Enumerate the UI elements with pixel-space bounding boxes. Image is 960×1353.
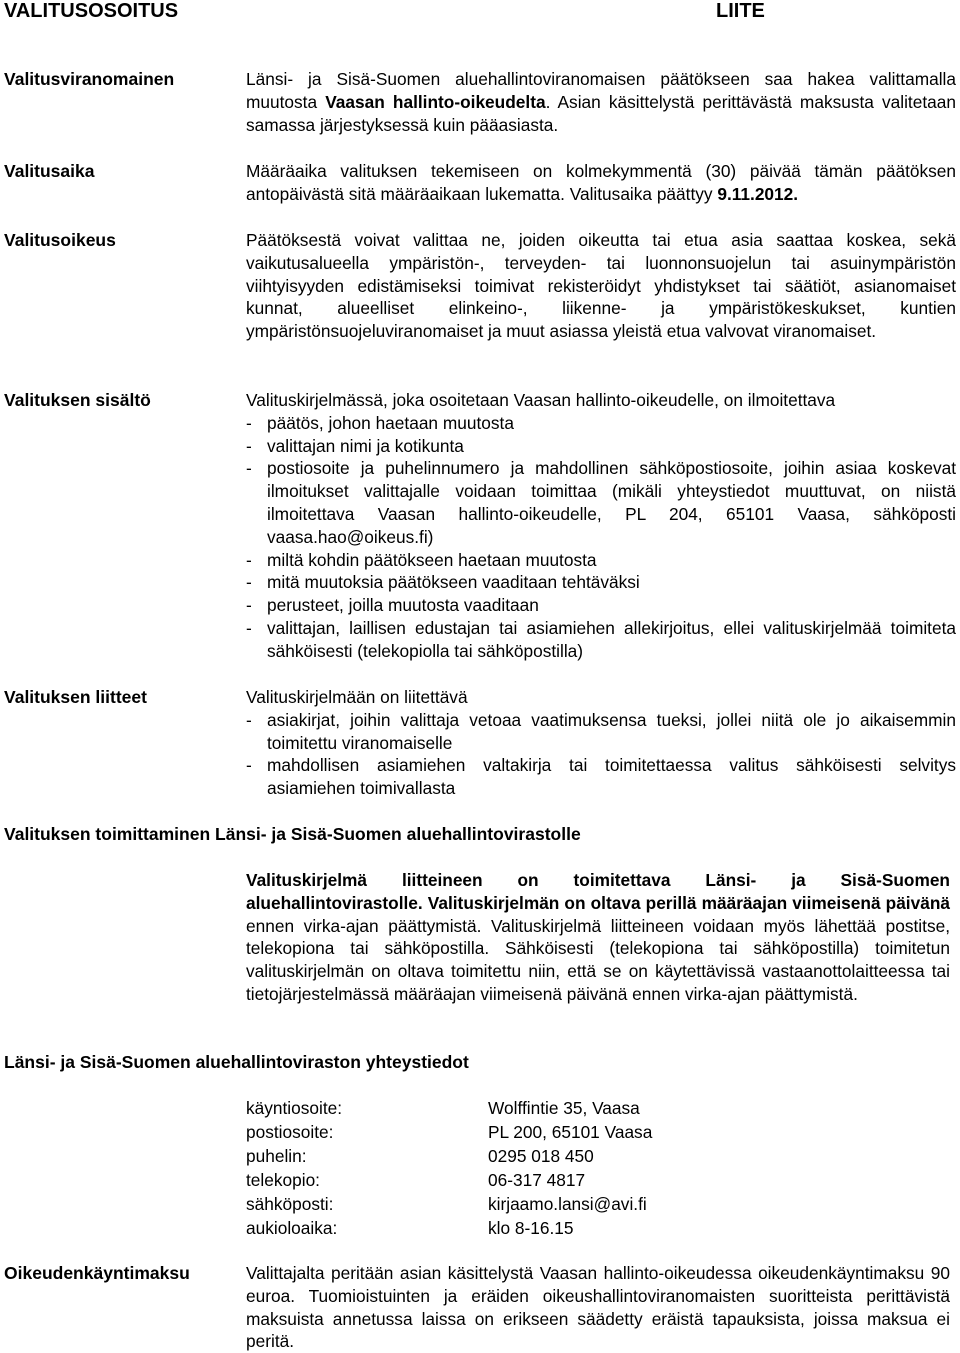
list-item: - miltä kohdin päätökseen haetaan muutosta: [246, 549, 597, 570]
sisalto-intro: Valituskirjelmässä, joka osoitetaan Vaasan hallinto-oikeudelle, on ilmoitettava: [246, 390, 836, 410]
text-valitusaika: Määräaika valituksen tekemiseen on kolmekymmentä (30) päivää tämän päätöksen antopäivästä sitä määräaikaan lukematta. Valitusaika päättyy 9.11.2012.: [246, 161, 956, 204]
document-title: VALITUSOSOITUS: [4, 0, 179, 22]
attachment-label: LIITE: [716, 0, 765, 22]
list-item: - perusteet, joilla muutosta vaaditaan: [246, 595, 539, 616]
label-valituksen-sisalto: Valituksen sisältö: [4, 390, 151, 410]
list-item: - mahdollisen asiamiehen valtakirja tai toimitettaessa valitus sähköisesti selvitys asiamiehen toimivallasta: [246, 755, 956, 799]
list-item: - mitä muutoksia päätökseen vaaditaan tehtäväksi: [246, 572, 640, 593]
label-valituksen-liitteet: Valituksen liitteet: [4, 687, 147, 707]
text-oikeudenkayntimaksu: Valittajalta peritään asian käsittelystä Vaasan hallinto-oikeudessa oikeudenkäyntimaksu 90 euroa. Tuomioistuinten ja eräiden oikeushallintoviranomaisten suoritteista perittävistä maksuista annetussa laissa on erikseen säädetty eräistä tapauksista, joissa maksua ei peritä.: [246, 1263, 950, 1352]
contact-row: postiosoite: PL 200, 65101 Vaasa: [246, 1122, 653, 1142]
text-valituksen-liitteet: [246, 686, 956, 800]
label-valitusaika: Valitusaika: [4, 161, 95, 181]
text-toimittaminen: Valituskirjelmä liitteineen on toimitettava Länsi- ja Sisä-Suomen aluehallintovirastolle. Valituskirjelmän on oltava perillä määräajan viimeisenä päivänä ennen virka-ajan päättymistä. Valituskirjelmä liitteineen voidaan myös lähettää postitse, telekopiona tai sähköpostilla. Sähköisesti (telekopiona tai sähköpostilla) toimitetun valituskirjelmän on oltava toimitettu niin, että se on käytettävissä vastaanottolaitteessa tai tietojärjestelmässä määräajan viimeisenä päivänä ennen virka-ajan päättymistä.: [246, 870, 950, 1004]
list-item: - postiosoite ja puhelinnumero ja mahdollinen sähköpostiosoite, joihin asiaa koskevat ilmoitukset valittajalle voidaan toimittaa (mikäli yhteystiedot muuttuvat, on niistä ilmoitettava Vaasan hallinto-oikeudelle, PL 204, 65101 Vaasa, sähköposti vaasa.hao@oikeus.fi): [246, 458, 956, 547]
list-item: - päätös, johon haetaan muutosta: [246, 412, 514, 433]
label-valitusoikeus: Valitusoikeus: [4, 230, 116, 250]
contact-row: telekopio: 06-317 4817: [246, 1170, 586, 1190]
list-item: - valittajan, laillisen edustajan tai asiamiehen allekirjoitus, ellei valituskirjelmää toimiteta sähköisesti (telekopiolla tai sähköpostilla): [246, 617, 956, 661]
text-valitusoikeus: Päätöksestä voivat valittaa ne, joiden oikeutta tai etua asia saattaa koskea, sekä vaikutusalueella ympäristön-, terveyden- tai luonnonsuojelun tai asuinympäristön viihtyisyyden edistämiseksi toimivat rekisteröidyt yhdistykset tai säätiöt, asianomaiset kunnat, alueelliset elinkeino-, liikenne- ja ympäristökeskukset, kuntien ympäristönsuojeluviranomaiset ja muut asiassa yleistä etua valvovat viranomaiset.: [246, 230, 956, 342]
list-item: - asiakirjat, joihin valittaja vetoaa vaatimuksensa tueksi, jollei niitä ole jo aikaisemmin toimitettu viranomaiselle: [246, 709, 956, 753]
liitteet-intro: Valituskirjelmään on liitettävä: [246, 687, 468, 707]
label-valitusviranomainen: Valitusviranomainen: [4, 69, 175, 89]
contact-table: [246, 1097, 652, 1241]
heading-toimittaminen: Valituksen toimittaminen Länsi- ja Sisä-Suomen aluehallintovirastolle: [4, 824, 581, 844]
contact-row: sähköposti: kirjaamo.lansi@avi.fi: [246, 1194, 647, 1214]
list-item: - valittajan nimi ja kotikunta: [246, 435, 464, 456]
contact-row: aukioloaika: klo 8-16.15: [246, 1218, 574, 1238]
contact-row: käyntiosoite: Wolffintie 35, Vaasa: [246, 1098, 640, 1118]
heading-yhteystiedot: Länsi- ja Sisä-Suomen aluehallintoviraston yhteystiedot: [4, 1052, 469, 1072]
text-valituksen-sisalto: [246, 389, 956, 663]
contact-row: puhelin: 0295 018 450: [246, 1146, 594, 1166]
text-valitusviranomainen: Länsi- ja Sisä-Suomen aluehallintoviranomaisen päätökseen saa hakea valittamalla muutosta Vaasan hallinto-oikeudelta. Asian käsittelystä perittävästä maksusta valitetaan samassa järjestyksessä kuin pääasiasta.: [246, 69, 956, 135]
label-oikeudenkayntimaksu: Oikeudenkäyntimaksu: [4, 1263, 190, 1283]
